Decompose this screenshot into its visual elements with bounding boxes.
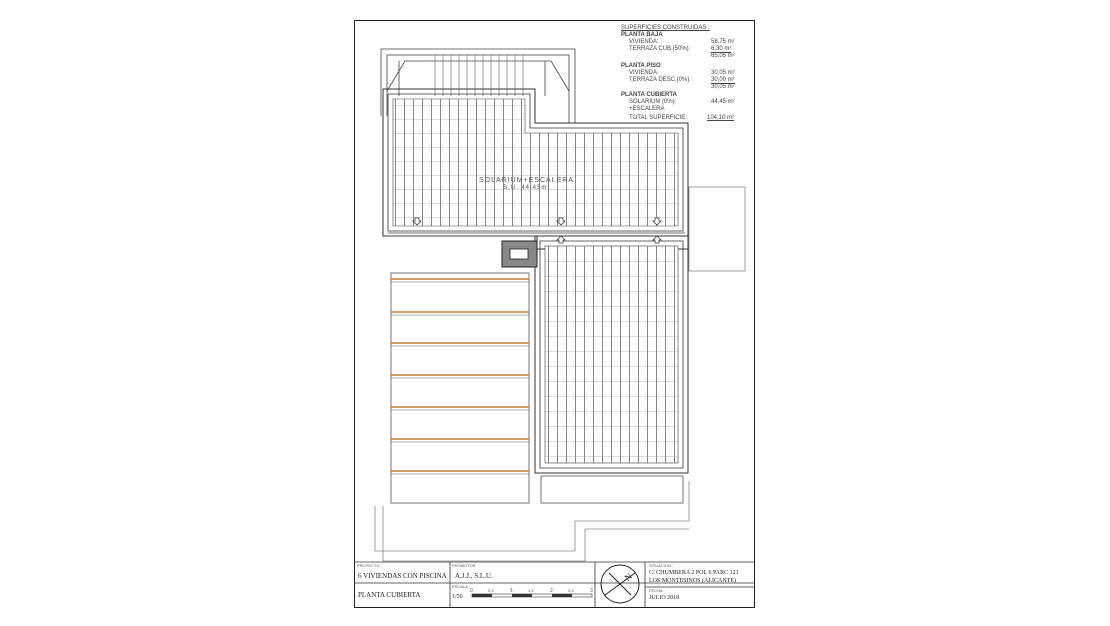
escala-value: 1/50 xyxy=(452,594,463,600)
row-value: 58,75 m² xyxy=(711,39,735,45)
surface-table xyxy=(621,25,751,125)
chimney-box xyxy=(502,241,537,267)
solarium-lower-area xyxy=(535,236,688,503)
north-arrow xyxy=(601,565,639,603)
scale-tick: 2,5 xyxy=(568,588,574,593)
proyecto-label: PROYECTO : xyxy=(357,563,382,568)
row-label: TERRAZA DESC.(0%): xyxy=(629,77,692,83)
scale-tick: 0,5 xyxy=(488,588,494,593)
group-heading: PLANTA CUBIERTA xyxy=(621,92,677,98)
north-letter: N xyxy=(622,571,634,583)
scale-tick: 2 xyxy=(550,588,553,594)
row-label: VIVIENDA: xyxy=(629,39,659,45)
situacion-line1: C/ CHUMBERA 2 POL 6 PARC 121 xyxy=(649,570,739,576)
drawing-sheet xyxy=(354,20,755,608)
scale-tick: 3 xyxy=(590,588,593,594)
situacion-label: SITUACION : xyxy=(649,563,674,568)
escala-label: ESCALA : xyxy=(452,584,470,589)
title-block-grid xyxy=(355,562,754,607)
room-area: S.U. 44,45m² xyxy=(503,185,551,191)
row-value: 6,30 m² xyxy=(711,46,732,52)
proyecto-value: 6 VIVIENDAS CON PISCINA xyxy=(358,572,447,580)
row-label: TERRAZA CUB.(50%): xyxy=(629,46,691,52)
group-heading: PLANTA BAJA xyxy=(621,32,663,38)
surface-table-title: SUPERFICIES CONSTRUIDAS : xyxy=(621,25,710,31)
promotor-label: PROMOTOR : xyxy=(452,563,478,568)
scale-tick: 1,5 xyxy=(528,588,534,593)
fecha-label: FECHA : xyxy=(649,588,665,593)
row-value: 44,45 m² xyxy=(711,99,735,105)
row-label: VIVIENDA: xyxy=(629,70,659,76)
fecha-value: JULIO 2018 xyxy=(649,595,680,601)
promotor-value: A.J.J., S.L.U. xyxy=(455,572,493,580)
room-label: SOLARIUM+ESCALERA xyxy=(479,177,574,184)
scale-bar xyxy=(472,594,592,597)
total-label: TOTAL SUPERFICIE: xyxy=(629,115,687,121)
pergola-left xyxy=(391,273,529,503)
subtotal-value: 65,05 m² xyxy=(711,53,735,59)
row-label: +ESCALERA xyxy=(629,106,665,112)
plano-value: PLANTA CUBIERTA xyxy=(358,591,421,599)
scale-tick: 0 xyxy=(470,588,473,594)
row-value: 30,00 m² xyxy=(711,77,735,83)
situacion-line2: LOS MONTESINOS (ALICANTE) xyxy=(649,578,736,584)
total-value: 104,10 m² xyxy=(707,115,735,121)
row-value: 30,05 m² xyxy=(711,70,735,76)
scale-tick: 1 xyxy=(510,588,513,594)
row-label: SOLARIUM (0%): xyxy=(629,99,677,105)
subtotal-value: 30,05 m² xyxy=(711,84,735,90)
group-heading: PLANTA PISO xyxy=(621,63,661,69)
